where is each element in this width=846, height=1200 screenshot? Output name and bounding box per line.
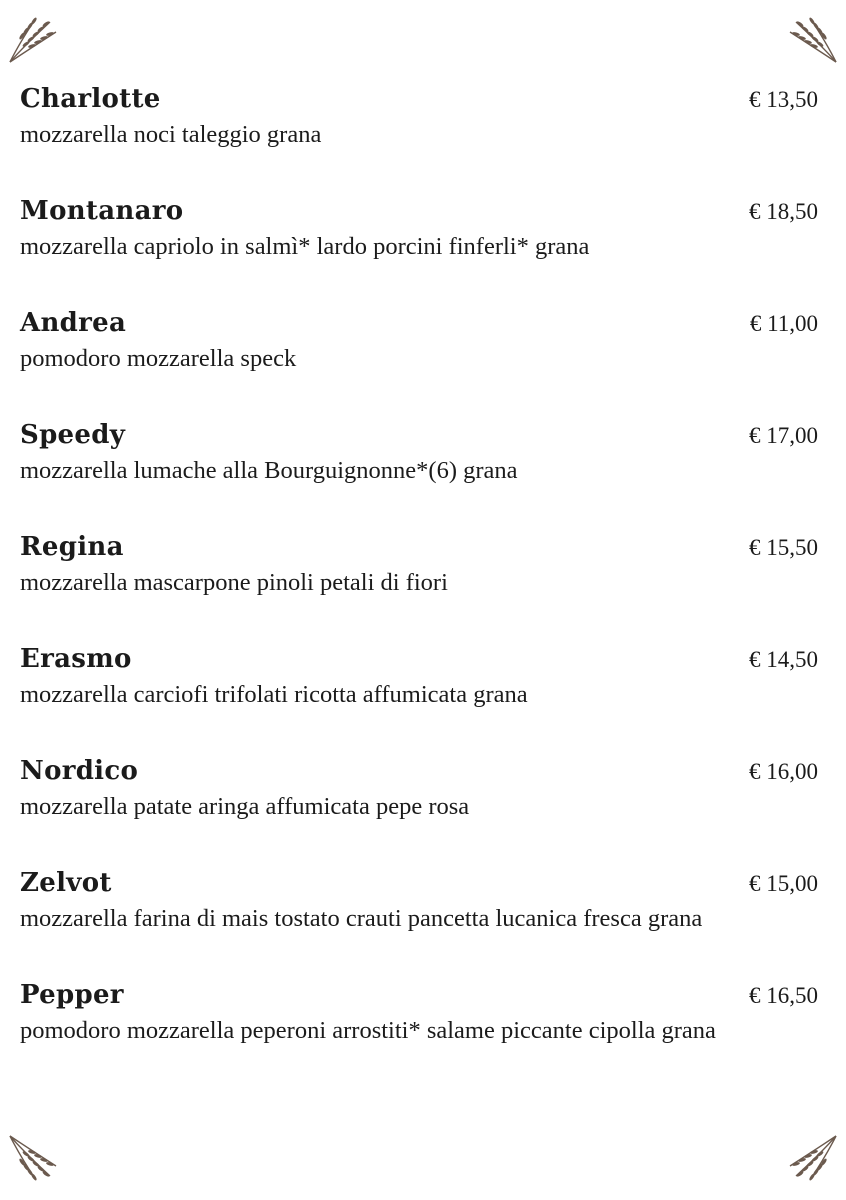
wheat-sprig-icon — [782, 1132, 842, 1192]
item-name: Zelvot — [20, 868, 112, 898]
menu-item — [20, 192, 820, 264]
item-price: € 17,00 — [749, 423, 818, 448]
item-price: € 15,00 — [749, 871, 818, 896]
item-description: mozzarella mascarpone pinoli petali di fiori — [20, 569, 448, 596]
item-description: pomodoro mozzarella peperoni arrostiti* salame piccante cipolla grana — [20, 1017, 716, 1044]
item-name: Erasmo — [20, 644, 132, 674]
menu-item — [20, 528, 820, 600]
menu-list — [20, 80, 820, 1088]
item-name: Charlotte — [20, 84, 161, 114]
item-name: Regina — [20, 532, 124, 562]
item-name: Pepper — [20, 980, 124, 1010]
item-price: € 16,50 — [749, 983, 818, 1008]
menu-item — [20, 864, 820, 936]
item-description: mozzarella lumache alla Bourguignonne*(6) grana — [20, 457, 518, 484]
menu-item — [20, 640, 820, 712]
item-name: Montanaro — [20, 196, 184, 226]
wheat-sprig-icon — [4, 6, 64, 66]
item-name: Speedy — [20, 420, 126, 450]
item-price: € 11,00 — [749, 311, 818, 336]
item-description: mozzarella patate aringa affumicata pepe rosa — [20, 793, 470, 820]
item-price: € 18,50 — [749, 199, 818, 224]
menu-item — [20, 304, 820, 376]
item-description: mozzarella capriolo in salmì* lardo porcini finferli* grana — [20, 233, 590, 260]
menu-item — [20, 752, 820, 824]
item-price: € 16,00 — [749, 759, 818, 784]
item-name: Andrea — [20, 308, 127, 338]
item-price: € 15,50 — [749, 535, 818, 560]
item-price: € 14,50 — [749, 647, 818, 672]
wheat-sprig-icon — [4, 1132, 64, 1192]
wheat-sprig-icon — [782, 6, 842, 66]
menu-item — [20, 976, 820, 1048]
item-description: pomodoro mozzarella speck — [20, 345, 297, 372]
item-price: € 13,50 — [749, 87, 818, 112]
item-description: mozzarella farina di mais tostato crauti pancetta lucanica fresca grana — [20, 905, 703, 932]
item-name: Nordico — [20, 756, 139, 786]
menu-item — [20, 80, 820, 152]
item-description: mozzarella carciofi trifolati ricotta affumicata grana — [20, 681, 528, 708]
item-description: mozzarella noci taleggio grana — [20, 121, 322, 148]
menu-item — [20, 416, 820, 488]
